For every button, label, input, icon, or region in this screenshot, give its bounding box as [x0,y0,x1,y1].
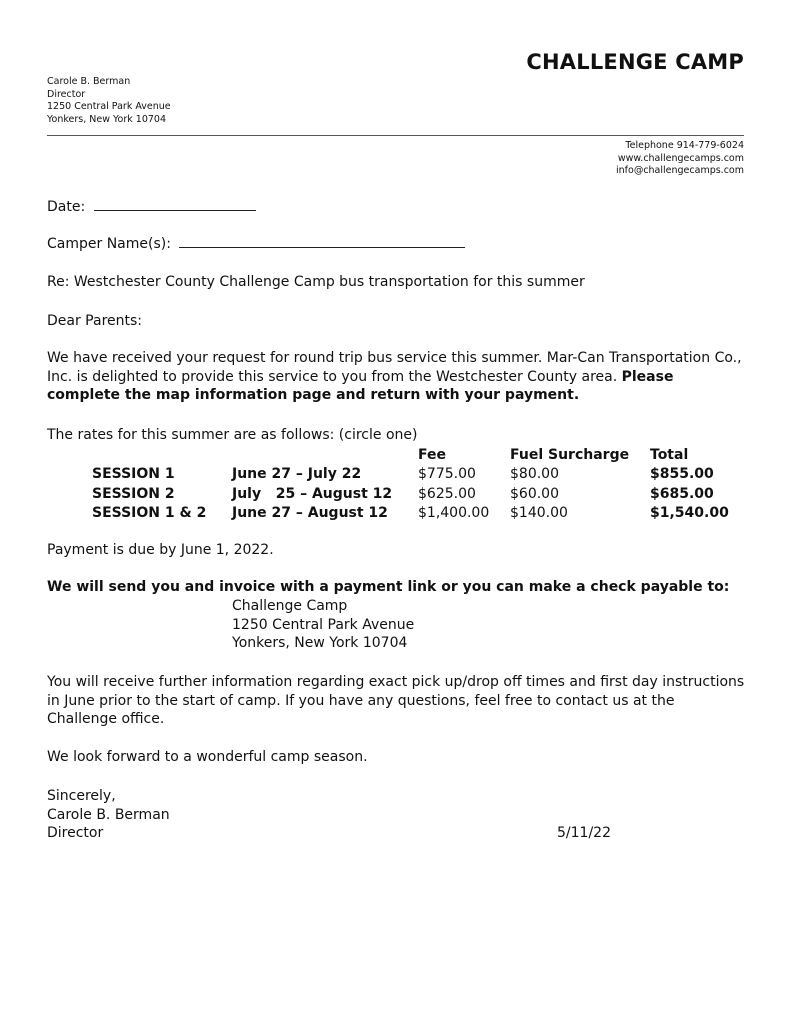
payment-due: Payment is due by June 1, 2022. [47,542,274,558]
table-row[interactable] [92,504,729,524]
session-dates: June 27 – August 12 [232,505,388,522]
session-name: SESSION 1 & 2 [92,505,207,522]
further-info-paragraph: You will receive further information regarding exact pick up/drop off times and first day instructions in June prior to the start of camp. If you have any questions, feel free to contact us at the Challenge office. [47,674,745,727]
request-paragraph-text: We have received your request for round trip bus service this summer. Mar-Can Transportation Co., Inc. is delighted to provide this service to you from the Westchester County area. [47,350,742,385]
sender-address-block [47,76,171,126]
session-name: SESSION 1 [92,466,175,483]
session-dates: July 25 – August 12 [232,485,393,502]
payee-name: Challenge Camp [232,598,348,614]
email-link[interactable]: info@challengecamps.com [616,165,744,176]
sign-off: Sincerely, [47,788,116,804]
session-total: $855.00 [650,466,714,483]
session-fee: $625.00 [418,485,476,502]
payee-city: Yonkers, New York 10704 [232,635,408,651]
sender-city: Yonkers, New York 10704 [47,113,167,125]
phone-number: Telephone 914-779-6024 [625,140,744,151]
payee-street: 1250 Central Park Avenue [232,616,415,633]
letter-date: 5/11/22 [557,825,611,841]
date-blank-line[interactable] [94,198,256,211]
sender-title: Director [47,88,86,100]
camper-name-label: Camper Name(s): [47,236,171,252]
website-link[interactable]: www.challengecamps.com [617,152,744,164]
total-header: Total [650,446,689,463]
session-fee: $775.00 [418,466,476,483]
session-surcharge: $60.00 [510,485,559,502]
rates-table-header [92,445,729,465]
camper-field-row [47,235,465,254]
session-total: $1,540.00 [650,505,729,522]
table-row[interactable] [92,484,729,504]
camp-title: CHALLENGE CAMP [526,50,744,74]
contact-block [616,140,744,178]
sender-name: Carole B. Berman [47,76,131,87]
map-instruction: Please complete the map information page and return with your payment. [47,368,674,403]
request-paragraph [47,349,747,405]
rates-intro: The rates for this summer are as follows: (circle one) [47,427,418,443]
session-surcharge: $140.00 [510,505,568,522]
session-total: $685.00 [650,485,714,502]
fee-header: Fee [418,446,446,463]
camper-name-blank-line[interactable] [179,235,465,248]
signer-name: Carole B. Berman [47,806,170,823]
table-row[interactable] [92,465,729,485]
rates-table [92,445,729,523]
sender-street: 1250 Central Park Avenue [47,101,171,112]
date-label: Date: [47,199,86,215]
signer-title: Director [47,825,104,841]
session-name: SESSION 2 [92,485,175,502]
session-fee: $1,400.00 [418,505,490,522]
date-field-row [47,198,256,217]
re-line: Re: Westchester County Challenge Camp bus transportation for this summer [47,274,585,290]
session-dates: June 27 – July 22 [232,466,362,483]
header-divider [47,135,744,136]
payee-address-block [232,597,414,653]
closing-line: We look forward to a wonderful camp season. [47,749,368,765]
signature-block [47,787,170,843]
surcharge-header: Fuel Surcharge [510,446,630,463]
salutation: Dear Parents: [47,313,143,329]
invoice-line: We will send you and invoice with a payment link or you can make a check payable to: [47,579,730,595]
session-surcharge: $80.00 [510,466,559,483]
